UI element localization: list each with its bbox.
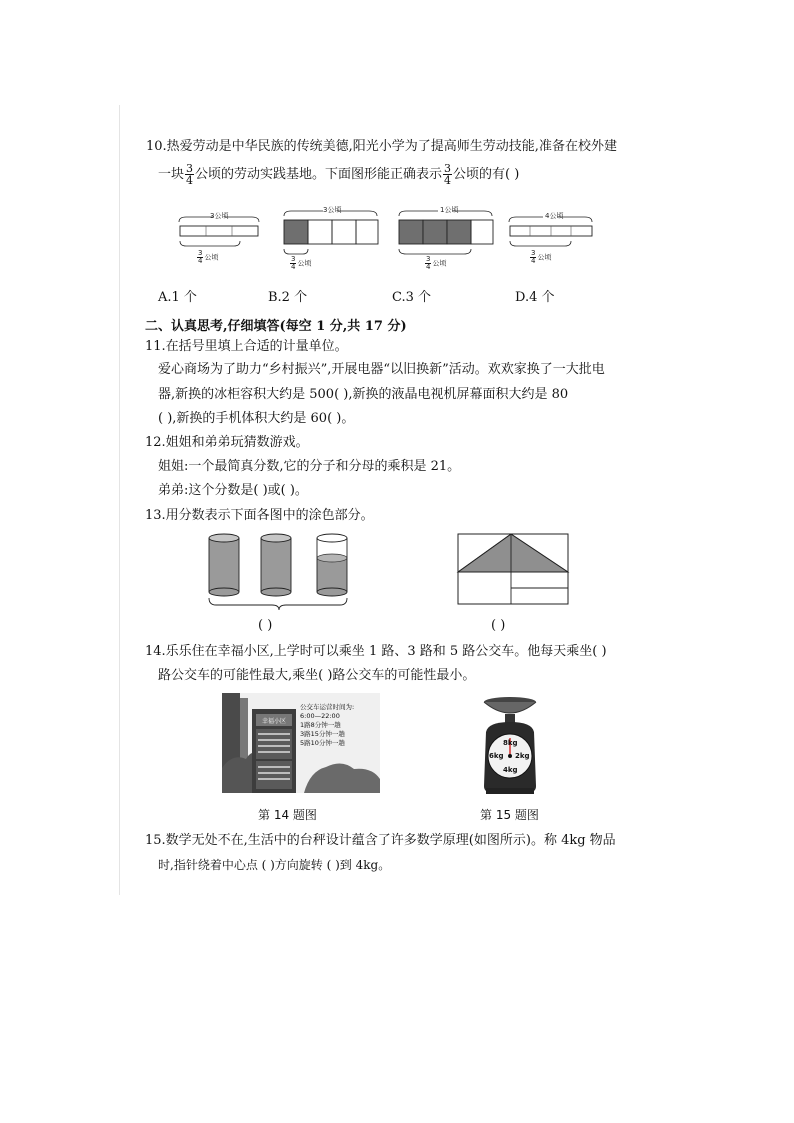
q12-line1: 姐姐:一个最简真分数,它的分子和分母的乘积是 21。 [158, 459, 461, 474]
q15-line1: 15.数学无处不在,生活中的台秤设计蕴含了许多数学原理(如图所示)。称 4kg 物品 [145, 833, 616, 848]
cylinder-partial [317, 534, 347, 596]
q10-figure-d [505, 208, 597, 278]
q10-figure-a [174, 208, 264, 278]
q10-figure-b [281, 202, 381, 278]
q10-line2 [158, 163, 519, 186]
q14-line2: 路公交车的可能性最大,乘坐( )路公交车的可能性最小。 [158, 668, 476, 683]
fraction-three-quarters: $\frac{3}{4}$ [186, 162, 194, 187]
q13-blank-1[interactable]: ( ) [258, 618, 273, 633]
fig-d-top-label: 4公顷 [545, 212, 564, 220]
q10-line2-post: 公顷的有( ) [453, 167, 520, 182]
scale-label-6kg: 6kg [489, 752, 504, 760]
fig-c-fraction: $\frac{3}{4}$ 公顷 [426, 255, 447, 271]
q15-caption: 第 15 题图 [480, 808, 539, 822]
q14-bus-stop-image [222, 693, 380, 793]
bus-schedule-sign: 公交车运营时间为: 6:00—22:00 1路8分钟一趟 3路15分钟一趟 5路10分钟一趟 [300, 703, 355, 747]
q10-figure-c [396, 202, 496, 278]
q10-line2-mid: 公顷的劳动实践基地。下面图形能正确表示 [195, 167, 443, 182]
q11-title: 11.在括号里填上合适的计量单位。 [145, 339, 348, 354]
fig-c-top-label: 1公顷 [440, 206, 459, 214]
q12-title: 12.姐姐和弟弟玩猜数游戏。 [145, 435, 309, 450]
q14-caption: 第 14 题图 [258, 808, 317, 822]
fig-d-fraction: $\frac{3}{4}$ 公顷 [531, 249, 552, 265]
section-2-title: 二、认真思考,仔细填答(每空 1 分,共 17 分) [145, 319, 407, 334]
option-a[interactable]: A.1 个 [158, 290, 197, 305]
option-c[interactable]: C.3 个 [392, 290, 432, 305]
q14-line1: 14.乐乐住在幸福小区,上学时可以乘坐 1 路、3 路和 5 路公交车。他每天乘坐( ) [145, 644, 607, 659]
q15-line2: 时,指针绕着中心点 ( )方向旋转 ( )到 4kg。 [158, 858, 391, 872]
q13-rectangle-figure [456, 532, 570, 606]
q13-title: 13.用分数表示下面各图中的涂色部分。 [145, 508, 374, 523]
q10-line2-pre: 一块 [158, 167, 185, 182]
cylinder-full-2 [261, 534, 291, 596]
option-b[interactable]: B.2 个 [268, 290, 308, 305]
fig-a-fraction: $\frac{3}{4}$ 公顷 [198, 249, 219, 265]
option-d[interactable]: D.4 个 [515, 290, 555, 305]
fig-b-top-label: 3公顷 [323, 206, 342, 214]
q12-line2: 弟弟:这个分数是( )或( )。 [158, 483, 308, 498]
fraction-three-quarters: $\frac{3}{4}$ [444, 162, 452, 187]
fig-a-top-label: 3公顷 [210, 212, 229, 220]
q13-cylinders-figure [200, 530, 360, 610]
q10-line1: 10.热爱劳动是中华民族的传统美德,阳光小学为了提高师生劳动技能,准备在校外建 [146, 139, 617, 154]
cylinder-full-1 [209, 534, 239, 596]
q13-blank-2[interactable]: ( ) [491, 618, 506, 633]
bus-station-label: 幸福小区 [262, 718, 287, 725]
scale-label-2kg: 2kg [515, 752, 530, 760]
scale-label-8kg: 8kg [503, 739, 518, 747]
q11-line1: 爱心商场为了助力“乡村振兴”,开展电器“以旧换新”活动。欢欢家换了一大批电 [158, 362, 605, 377]
fig-b-fraction: $\frac{3}{4}$ 公顷 [291, 255, 312, 271]
q11-line3: ( ),新换的手机体积大约是 60( )。 [158, 411, 355, 426]
scan-margin-line [119, 105, 120, 895]
scale-label-4kg: 4kg [503, 766, 518, 774]
q11-line2: 器,新换的冰柜容积大约是 500( ),新换的液晶电视机屏幕面积大约是 80 [158, 387, 569, 402]
